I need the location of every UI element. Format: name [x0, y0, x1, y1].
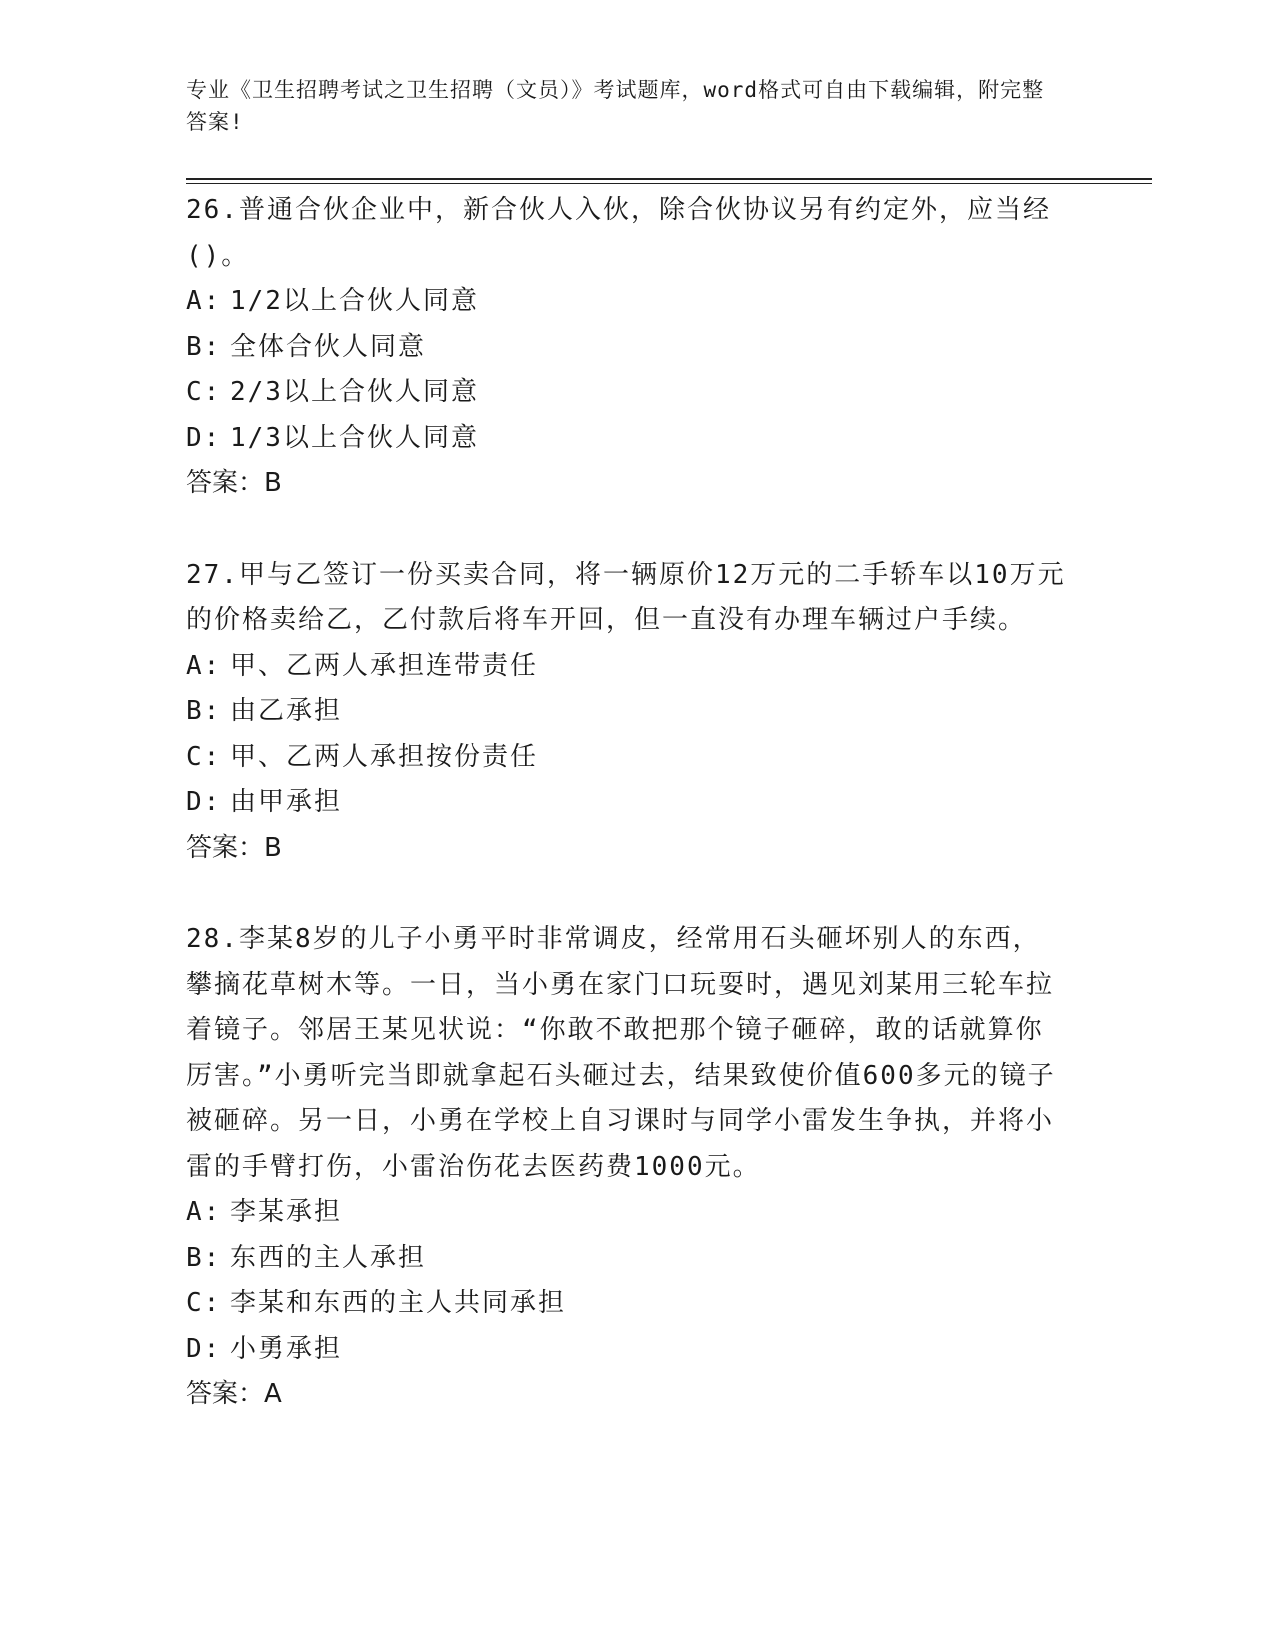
- document-header: 专业《卫生招聘考试之卫生招聘（文员）》考试题库，word格式可自由下载编辑，附完整答案!: [186, 78, 1045, 134]
- option-c: [186, 735, 1086, 781]
- answer-label: 答案：B: [186, 468, 282, 498]
- header-divider-thin: [186, 183, 1152, 184]
- option-a: [186, 1190, 1086, 1236]
- option-letter: A:: [186, 1197, 222, 1227]
- option-letter: B:: [186, 331, 222, 362]
- question-text: 28.李某8岁的儿子小勇平时非常调皮，经常用石头砸坏别人的东西，攀摘花草树木等。一日，当小勇在家门口玩耍时，遇见刘某用三轮车拉着镜子。邻居王某见状说：“你敢不敢把那个镜子砸碎，敢的话就算你厉害。”小勇听完当即就拿起石头砸过去，结果致使价值600多元的镜子被砸碎。另一日，小勇在学校上自习课时与同学小雷发生争执，并将小雷的手臂打伤，小雷治伤花去医药费1000元。: [186, 924, 1056, 1182]
- option-b: [186, 689, 1086, 735]
- answer-label: 答案：B: [186, 832, 282, 863]
- option-letter: B:: [186, 696, 222, 726]
- option-letter: A:: [186, 286, 222, 316]
- option-text: 全体合伙人同意: [230, 331, 427, 362]
- option-letter: B:: [186, 1242, 222, 1273]
- question-28: [186, 917, 1086, 1418]
- header-divider-thick: [186, 178, 1152, 180]
- option-letter: C:: [186, 741, 222, 772]
- option-c: [186, 370, 1086, 416]
- option-letter: D:: [186, 422, 222, 453]
- option-text: 由甲承担: [230, 787, 343, 817]
- option-a: [186, 279, 1086, 325]
- option-d: [186, 780, 1086, 826]
- question-text: 27.甲与乙签订一份买卖合同，将一辆原价12万元的二手轿车以10万元的价格卖给乙，乙付款后将车开回，但一直没有办理车辆过户手续。: [186, 559, 1066, 635]
- option-b: [186, 325, 1086, 371]
- option-letter: A:: [186, 650, 222, 681]
- option-letter: C:: [186, 1288, 222, 1318]
- option-b: [186, 1236, 1086, 1282]
- option-text: 李某承担: [230, 1197, 343, 1227]
- option-text: 由乙承担: [230, 696, 343, 726]
- option-c: [186, 1281, 1086, 1327]
- option-text: 1/3以上合伙人同意: [230, 422, 479, 453]
- answer-label: 答案：A: [186, 1379, 282, 1409]
- option-letter: C:: [186, 377, 222, 407]
- option-text: 2/3以上合伙人同意: [230, 377, 479, 407]
- option-text: 甲、乙两人承担连带责任: [230, 650, 539, 681]
- option-text: 1/2以上合伙人同意: [230, 286, 479, 316]
- question-27: [186, 553, 1086, 872]
- option-text: 甲、乙两人承担按份责任: [230, 741, 539, 772]
- option-letter: D:: [186, 1333, 222, 1364]
- option-d: [186, 416, 1086, 462]
- question-26: [186, 188, 1086, 507]
- option-text: 小勇承担: [230, 1333, 343, 1364]
- option-d: [186, 1327, 1086, 1373]
- question-list: [186, 188, 1086, 1464]
- option-text: 李某和东西的主人共同承担: [230, 1288, 567, 1318]
- option-text: 东西的主人承担: [230, 1242, 427, 1273]
- option-letter: D:: [186, 787, 222, 817]
- question-text: 26.普通合伙企业中，新合伙人入伙，除合伙协议另有约定外，应当经()。: [186, 195, 1051, 271]
- option-a: [186, 644, 1086, 690]
